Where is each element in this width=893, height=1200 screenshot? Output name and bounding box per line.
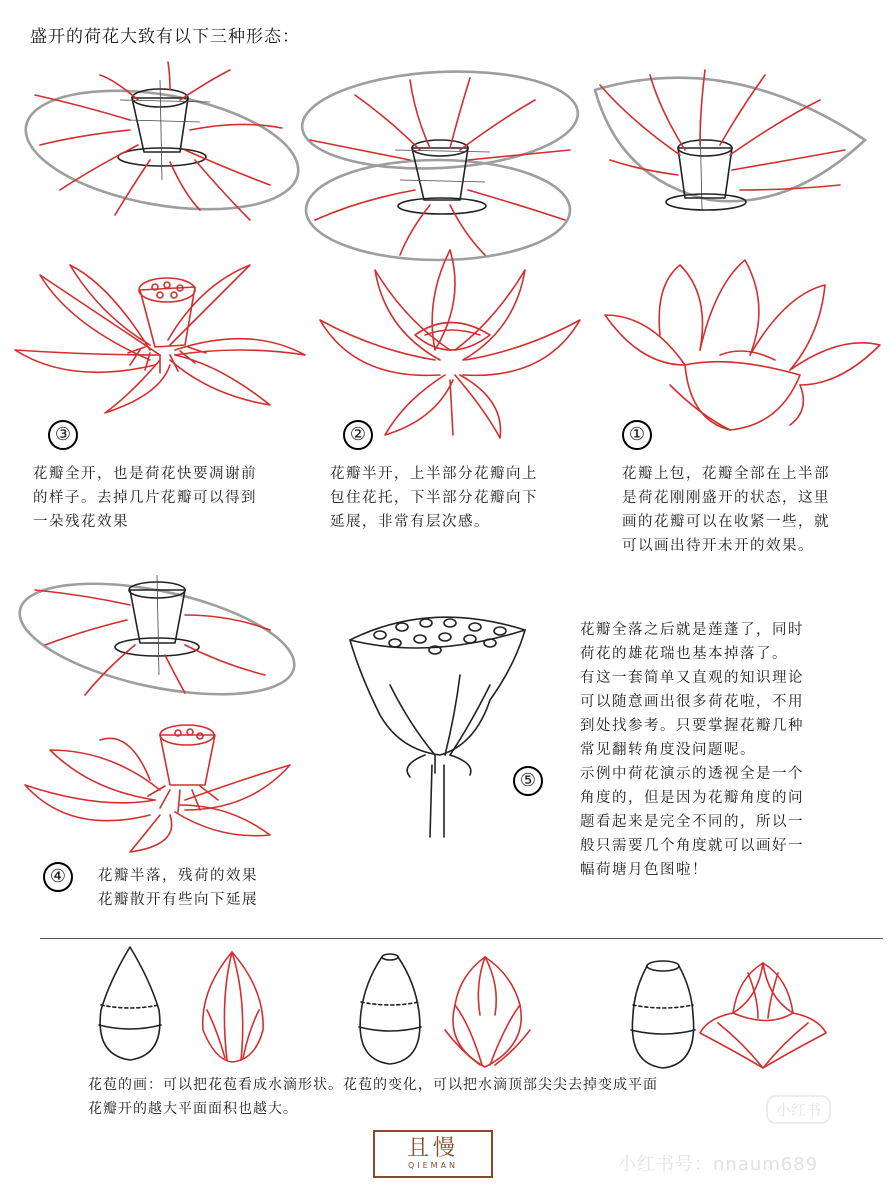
perspective-diagram-half-fallen xyxy=(15,575,300,705)
watermark-id: 小红书号：nnaum689 xyxy=(618,1154,819,1175)
stage-caption-3: 花瓣全开，也是荷花快要凋谢前 的样子。去掉几片花瓣可以得到 一朵残花效果 xyxy=(33,466,257,530)
lotus-full-open-illustration xyxy=(10,255,310,415)
stage-marker-2: ② xyxy=(343,420,373,450)
stage-caption-5: 花瓣全落之后就是莲蓬了，同时 荷花的雄花瑞也基本掉落了。 有这一套简单又直观的知识理论 可以随意画出很多荷花啦，不用 到处找参考。只要掌握花瓣几种 常见翻转角度没问题呢。 示例中荷花演示的透视全是一个 角度的，但是因为花瓣角度的问 题看起来是完全不同的，所以一 般只需要几个角度就可以画好一 幅荷塘月色图啦！ xyxy=(580,622,804,878)
perspective-diagram-bud xyxy=(590,60,875,220)
logo-text-en: QIEMAN xyxy=(407,1161,459,1170)
perspective-diagram-full-open xyxy=(20,60,310,230)
logo-text-cn: 且慢 xyxy=(406,1136,459,1161)
lotus-half-open-illustration xyxy=(315,240,585,440)
bud-droplet-diagram-2 xyxy=(355,952,425,1067)
watermark-badge: 小红书 xyxy=(766,1095,831,1124)
stage-marker-3: ③ xyxy=(48,420,78,450)
bud-sketch-1 xyxy=(195,950,270,1065)
bud-caption: 花苞的画：可以把花苞看成水滴形状。花苞的变化，可以把水滴顶部尖尖去掉变成平面 花瓣开的越大平面面积也越大。 xyxy=(88,1077,658,1117)
stage-marker-4: ④ xyxy=(43,862,73,892)
bud-sketch-3 xyxy=(698,958,828,1073)
bud-droplet-diagram-1 xyxy=(95,945,165,1065)
lotus-bud-open-illustration xyxy=(600,255,885,435)
bud-droplet-diagram-3 xyxy=(628,960,698,1070)
stage-marker-1: ① xyxy=(622,420,652,450)
qieman-logo xyxy=(373,1130,493,1178)
stage-caption-4: 花瓣半落，残荷的效果 花瓣散开有些向下延展 xyxy=(98,868,258,908)
section-divider xyxy=(40,938,883,939)
stage-marker-5: ⑤ xyxy=(513,766,543,796)
bud-sketch-2 xyxy=(440,955,535,1070)
page-heading: 盛开的荷花大致有以下三种形态： xyxy=(30,27,300,47)
lotus-half-fallen-illustration xyxy=(20,720,295,855)
stage-caption-2: 花瓣半开，上半部分花瓣向上 包住花托，下半部分花瓣向下 延展，非常有层次感。 xyxy=(330,466,538,530)
lotus-seed-pod-illustration xyxy=(340,605,530,840)
stage-caption-1: 花瓣上包，花瓣全部在上半部 是荷花刚刚盛开的状态，这里 画的花瓣可以在收紧一些，就 可以画出待开未开的效果。 xyxy=(622,466,830,554)
